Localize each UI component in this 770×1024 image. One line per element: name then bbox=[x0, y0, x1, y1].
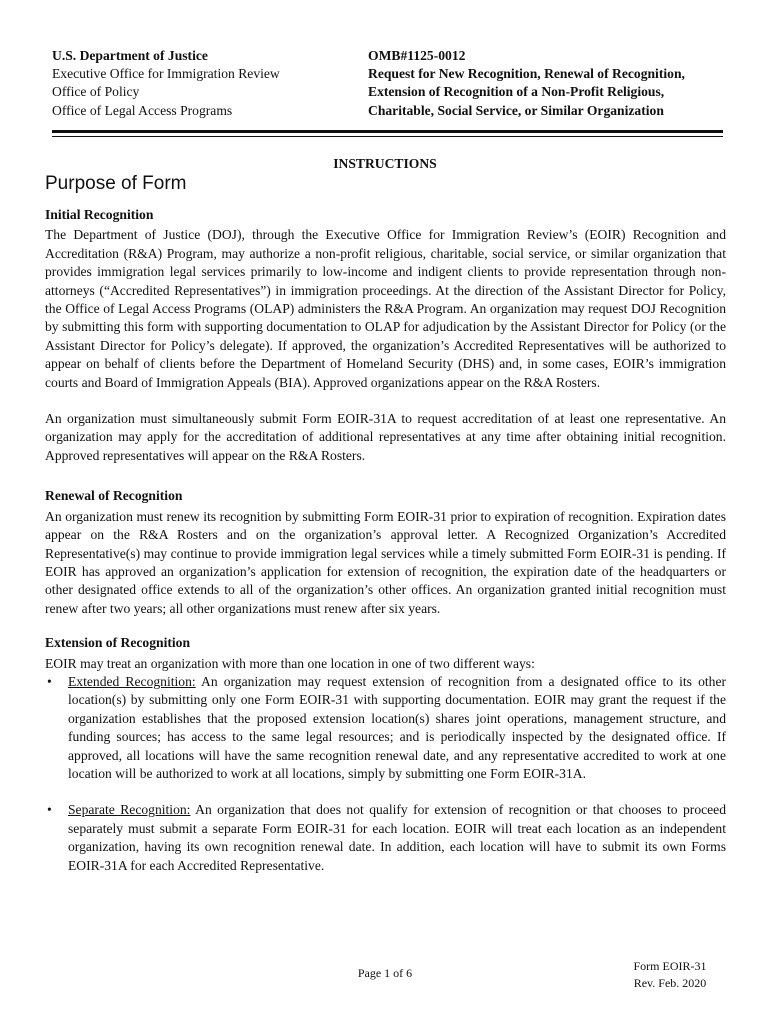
option-text: An organization that does not qualify for extension of recognition or that chooses to proceed separately must submit a separate Form EOIR-31 for each location. EOIR will treat each location as an independent organization, having its own recognition renewal date. In addition, each location will have to submit its own Forms EOIR-31A for each Accredited Representative. bbox=[68, 802, 727, 873]
document-body bbox=[45, 206, 726, 875]
revision-date: Rev. Feb. 2020 bbox=[633, 976, 707, 990]
option-label: Extended Recognition: bbox=[68, 673, 196, 689]
header-form-title-block bbox=[368, 47, 738, 120]
section-heading-initial: Initial Recognition bbox=[45, 207, 154, 222]
header-agency-block bbox=[52, 47, 342, 120]
bullet-icon: • bbox=[47, 802, 52, 818]
extension-options-list bbox=[45, 673, 726, 875]
purpose-heading: Purpose of Form bbox=[45, 173, 187, 194]
paragraph: An organization must renew its recognition by submitting Form EOIR-31 prior to expiration of recognition. Expiration dates appear on the R&A Rosters and on the organization’s approval letter. A Recognized Organization’s Accredited Representative(s) may continue to provide immigration legal services while a timely submitted Form EOIR-31 is pending. If EOIR has approved an organization’s application for extension of recognition, the expiration date of the headquarters or other designated office extends to all of the organization’s other offices. An organization granted initial recognition must renew after two years; all other organizations must renew after six years. bbox=[45, 508, 726, 616]
form-title-line: Charitable, Social Service, or Similar Organization bbox=[368, 102, 664, 118]
list-item bbox=[45, 673, 726, 783]
section-heading-renewal: Renewal of Recognition bbox=[45, 488, 183, 504]
paragraph: The Department of Justice (DOJ), through the Executive Office for Immigration Review’s (EOIR) Recognition and Accreditation (R&A) Program, may authorize a non-profit religious, charitable, social service, or similar organization that provides immigration legal services primarily to low-income and indigent clients to provide representation through non-attorneys (“Accredited Representatives”) in immigration proceedings. At the direction of the Assistant Director for Policy, the Office of Legal Access Programs (OLAP) administers the R&A Program. An organization may request DOJ Recognition by submitting this form with supporting documentation to OLAP for adjudication by the Assistant Director for Policy (or the Assistant Director for Policy’s delegate). If approved, the organization’s Accredited Representatives will be authorized to appear on behalf of clients before the Department of Homeland Security (DHS) and, in some cases, EOIR’s immigration courts and Board of Immigration Appeals (BIA). Approved organizations appear on the R&A Rosters. bbox=[45, 227, 726, 390]
bullet-icon: • bbox=[47, 673, 52, 689]
form-title-line: Extension of Recognition of a Non-Profit Religious, bbox=[368, 84, 665, 100]
form-title-line: Request for New Recognition, Renewal of Recognition, bbox=[368, 66, 685, 82]
agency-line: Office of Legal Access Programs bbox=[52, 102, 233, 118]
section-heading-extension: Extension of Recognition bbox=[45, 635, 191, 651]
option-text: An organization may request extension of recognition from a designated office to its other location(s) by submitting only one Form EOIR-31 with supporting documentation. EOIR may grant the request if the organization establishes that the proposed extension location(s) shares joint operations, management structure, and funding sources; has access to the same legal resources; and is periodically inspected by the designated office. If approved, all locations will have the same recognition renewal date, and any representative accredited to work at one location will be authorized to work at all locations, simply by submitting one Form EOIR-31A. bbox=[68, 673, 727, 781]
agency-line: Executive Office for Immigration Review bbox=[52, 66, 280, 82]
list-item bbox=[45, 801, 726, 875]
paragraph: An organization must simultaneously submit Form EOIR-31A to request accreditation of at least one representative. An organization may apply for the accreditation of additional representatives at any time after obtaining initial recognition. Approved representatives will appear on the R&A Rosters. bbox=[45, 411, 726, 463]
header-divider-thick bbox=[52, 130, 723, 133]
omb-number: OMB#1125-0012 bbox=[368, 48, 466, 63]
form-id-block bbox=[600, 958, 740, 992]
department-name: U.S. Department of Justice bbox=[52, 48, 208, 63]
page-number: Page 1 of 6 bbox=[357, 966, 413, 980]
header-divider-thin bbox=[52, 136, 723, 137]
instructions-heading: INSTRUCTIONS bbox=[333, 156, 437, 171]
agency-line: Office of Policy bbox=[52, 84, 140, 100]
paragraph: EOIR may treat an organization with more than one location in one of two different ways: bbox=[45, 655, 535, 671]
option-label: Separate Recognition: bbox=[68, 802, 191, 818]
form-id: Form EOIR-31 bbox=[633, 959, 707, 973]
